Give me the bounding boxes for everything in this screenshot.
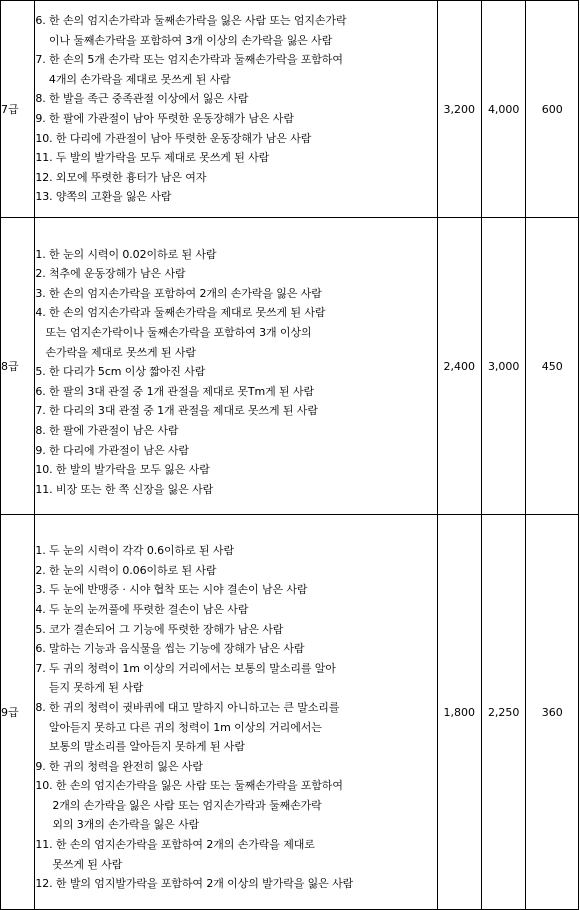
criteria-line: 9. 한 귀의 청력을 완전히 잃은 사람	[35, 759, 203, 773]
grade-cell: 8급	[1, 218, 35, 515]
criteria-line: 5. 한 다리가 5cm 이상 짧아진 사람	[35, 365, 206, 379]
criteria-line: 6. 말하는 기능과 음식물을 씹는 기능에 장해가 남은 사람	[35, 642, 305, 656]
criteria-line: 손가락을 제대로 못쓰게 된 사람	[35, 345, 196, 359]
criteria-line: 8. 한 팔에 가관절이 남은 사람	[35, 423, 179, 437]
criteria-line: 11. 두 발의 발가락을 모두 제대로 못쓰게 된 사람	[35, 151, 270, 165]
criteria-line: 이나 둘째손가락을 포함하여 3개 이상의 손가락을 잃은 사람	[35, 33, 333, 47]
criteria-line: 11. 한 손의 엄지손가락을 포함하여 2개의 손가락을 제대로	[35, 838, 315, 852]
criteria-line: 2. 한 눈의 시력이 0.06이하로 된 사람	[35, 563, 217, 577]
table-row-grade-9	[1, 515, 579, 910]
criteria-cell	[35, 1, 437, 218]
amount-cell-1: 1,800	[437, 515, 481, 910]
criteria-line: 12. 한 발의 엄지발가락을 포함하여 2개 이상의 발가락을 잃은 사람	[35, 877, 354, 891]
criteria-line: 3. 두 눈에 반맹증 · 시야 협착 또는 시야 결손이 남은 사람	[35, 583, 308, 597]
criteria-line: 4. 한 손의 엄지손가락과 둘째손가락을 제대로 못쓰게 된 사람	[35, 306, 326, 320]
amount-cell-1: 2,400	[437, 218, 481, 515]
criteria-line: 보통의 말소리를 알아듣지 못하게 된 사람	[35, 740, 245, 754]
criteria-cell	[35, 218, 437, 515]
amount-cell-2: 2,250	[481, 515, 525, 910]
amount-cell-1: 3,200	[437, 1, 481, 218]
criteria-line: 또는 엄지손가락이나 둘째손가락을 포함하여 3개 이상의	[35, 326, 312, 340]
criteria-line: 외의 3개의 손가락을 잃은 사람	[35, 818, 200, 832]
criteria-line: 9. 한 다리에 가관절이 남은 사람	[35, 443, 189, 457]
criteria-line: 10. 한 발의 발가락을 모두 잃은 사람	[35, 463, 210, 477]
amount-cell-2: 4,000	[481, 1, 525, 218]
criteria-line: 3. 한 손의 엄지손가락을 포함하여 2개의 손가락을 잃은 사람	[35, 286, 322, 300]
criteria-line: 알아듣지 못하고 다른 귀의 청력이 1m 이상의 거리에서는	[35, 720, 322, 734]
criteria-line: 못쓰게 된 사람	[35, 857, 123, 871]
grade-cell: 9급	[1, 515, 35, 910]
criteria-line: 듣지 못하게 된 사람	[35, 681, 144, 695]
amount-cell-3: 600	[526, 1, 579, 218]
criteria-line: 8. 한 발을 족근 중족관절 이상에서 잃은 사람	[35, 92, 249, 106]
amount-cell-3: 450	[526, 218, 579, 515]
amount-cell-3: 360	[526, 515, 579, 910]
criteria-line: 6. 한 손의 엄지손가락과 둘째손가락을 잃은 사람 또는 엄지손가락	[35, 14, 347, 28]
criteria-line: 7. 한 다리의 3대 관절 중 1개 관절을 제대로 못쓰게 된 사람	[35, 404, 318, 418]
criteria-line: 5. 코가 결손되어 그 기능에 뚜렷한 장해가 남은 사람	[35, 622, 284, 636]
criteria-line: 7. 한 손의 5개 손가락 또는 엄지손가락과 둘째손가락을 포함하여	[35, 53, 343, 67]
criteria-line: 13. 양쪽의 고환을 잃은 사람	[35, 190, 172, 204]
criteria-line: 2. 척추에 운동장해가 남은 사람	[35, 267, 186, 281]
criteria-line: 4개의 손가락을 제대로 못쓰게 된 사람	[35, 72, 231, 86]
table-row-grade-8	[1, 218, 579, 515]
criteria-line: 9. 한 팔에 가관절이 남아 뚜렷한 운동장해가 남은 사람	[35, 112, 294, 125]
criteria-line: 1. 두 눈의 시력이 각각 0.6이하로 된 사람	[35, 544, 234, 558]
amount-cell-2: 3,000	[481, 218, 525, 515]
criteria-cell	[35, 515, 437, 910]
criteria-line: 7. 두 귀의 청력이 1m 이상의 거리에서는 보통의 말소리를 알아	[35, 661, 336, 675]
criteria-line: 4. 두 눈의 눈꺼풀에 뚜렷한 결손이 남은 사람	[35, 602, 249, 616]
criteria-line: 8. 한 귀의 청력이 귓바퀴에 대고 말하지 아니하고는 큰 말소리를	[35, 700, 340, 714]
grade-cell: 7급	[1, 1, 35, 218]
table-row-grade-7	[1, 1, 579, 218]
criteria-line: 2개의 손가락을 잃은 사람 또는 엄지손가락과 둘째손가락	[35, 798, 322, 812]
criteria-line: 1. 한 눈의 시력이 0.02이하로 된 사람	[35, 247, 217, 261]
criteria-line: 11. 비장 또는 한 쪽 신장을 잃은 사람	[35, 482, 214, 496]
criteria-line: 10. 한 다리에 가관절이 남아 뚜렷한 운동장해가 남은 사람	[35, 131, 312, 145]
criteria-line: 6. 한 팔의 3대 관절 중 1개 관절을 제대로 못Tm게 된 사람	[35, 384, 315, 398]
criteria-line: 12. 외모에 뚜렷한 흉터가 남은 여자	[35, 170, 207, 184]
criteria-line: 10. 한 손의 엄지손가락을 잃은 사람 또는 둘째손가락을 포함하여	[35, 779, 343, 793]
